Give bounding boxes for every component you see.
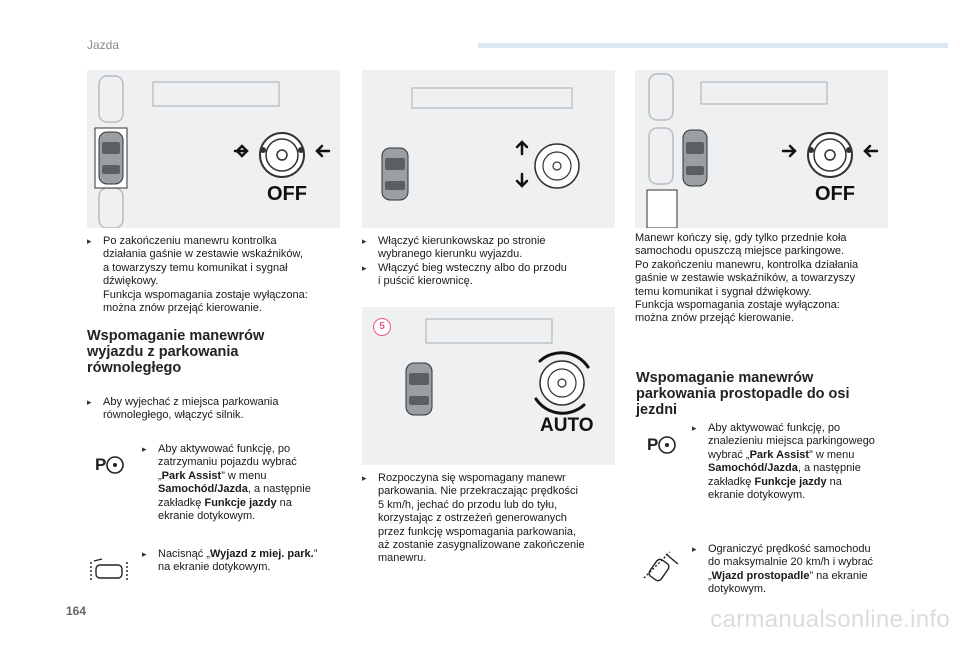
bullet-item [142,548,342,575]
bullet-text: Nacisnąć „Wyjazd z miej. park.” na ekranie dotykowym. [158,548,318,574]
steering-wheel-icon [540,361,584,405]
off-label: OFF [267,183,307,205]
bullet-arrow-icon: ▸ [87,397,92,407]
paragraph: Manewr kończy się, gdy tylko przednie koła samochodu opuszczą miejsce parkingowe. Po zakończeniu manewru, kontrolka działania gaśnie w zestawie wskaźników, a towarzyszy temu komunikat i sygnał dźwiękowy. Funkcja wspomagania zostaje wyłączona: można znów przejąć kierowanie. [635,232,859,325]
vehicle-icon [382,148,408,200]
svg-text:P: P [95,455,107,474]
parallel-exit-off-drawing [87,70,340,228]
bullet-arrow-icon: ▸ [142,444,147,454]
steering-wheel-icon [260,133,304,177]
illustration-perpendicular-off [635,70,888,228]
parallel-exit-icon [88,557,130,588]
step-badge: 5 [373,318,391,336]
indicator-drawing [362,70,615,228]
vehicle-icon [99,132,123,184]
illustration-auto [362,307,615,465]
bullet-text: Po zakończeniu manewru kontrolka działania gaśnie w zestawie wskaźników, a towarzyszy temu komunikat i sygnał dźwiękowy. Funkcja wspomagania zostaje wyłączona: można znów przejąć kierowanie. [103,235,308,315]
bullet-item [692,543,902,597]
bullet-item [362,262,622,289]
vehicle-icon [406,363,432,415]
bullet-arrow-icon: ▸ [362,473,367,483]
auto-drawing [362,307,615,465]
parked-car-icon [649,74,673,184]
bullet-text: Ograniczyć prędkość samochodu do maksymalnie 20 km/h i wybrać „Wjazd prostopadle” na ekranie dotykowym. [708,543,874,596]
auto-label: AUTO [540,415,594,436]
steering-wheel-icon [808,133,852,177]
off-label: OFF [815,183,855,205]
bullet-item [87,396,347,423]
bullet-arrow-icon: ▸ [362,263,367,273]
perpendicular-off-drawing [635,70,888,228]
bullet-item [362,472,622,566]
bullet-text: Aby aktywować funkcję, po zatrzymaniu pojazdu wybrać „Park Assist” w menu Samochód/Jazda, a następnie zakładkę Funkcje jazdy na ekranie dotykowym. [158,443,311,523]
bullet-arrow-icon: ▸ [87,236,92,246]
svg-text:P: P [647,435,659,454]
bullet-item [362,235,622,262]
header-bar [478,43,948,48]
illustration-indicator [362,70,615,228]
section-title: Jazda [87,38,120,52]
watermark: carmanualsonline.info [710,606,950,633]
steering-wheel-icon [535,144,579,188]
section-heading: Wspomaganie manewrów wyjazdu z parkowania równoległego [87,328,265,376]
bullet-item [692,422,902,502]
bullet-arrow-icon: ▸ [362,236,367,246]
bullet-text: Rozpoczyna się wspomagany manewr parkowania. Nie przekraczając prędkości 5 km/h, jechać do przodu lub do tyłu, korzystając z ostrzeżeń generowanych przez funkcję wspomagania parkowania, aż zostanie zasygnalizowane zakończenie manewru. [378,472,585,565]
up-down-arrows-icon [517,142,527,186]
illustration-parallel-exit-off [87,70,340,228]
bullet-arrow-icon: ▸ [142,549,147,559]
bullet-text: Włączyć kierunkowskaz po stronie wybranego kierunku wyjazdu. [378,235,546,261]
bullet-arrow-icon: ▸ [692,423,697,433]
bullet-arrow-icon: ▸ [692,544,697,554]
bullet-text: Włączyć bieg wsteczny albo do przodu i puścić kierownicę. [378,262,567,288]
bullet-item [87,235,347,315]
section-heading: Wspomaganie manewrów parkowania prostopadle do osi jezdni [636,370,850,418]
bullet-text: Aby aktywować funkcję, po znalezieniu miejsca parkingowego wybrać „Park Assist” w menu Samochód/Jazda, a następnie zakładkę Funkcje jazdy na ekranie dotykowym. [708,422,875,502]
page-number: 164 [66,604,87,618]
vehicle-icon [683,130,707,186]
park-assist-icon [93,452,127,481]
bullet-text: Aby wyjechać z miejsca parkowania równoległego, włączyć silnik. [103,396,279,422]
perpendicular-park-icon [640,548,680,587]
park-assist-icon [645,432,679,461]
bullet-item [142,443,342,523]
